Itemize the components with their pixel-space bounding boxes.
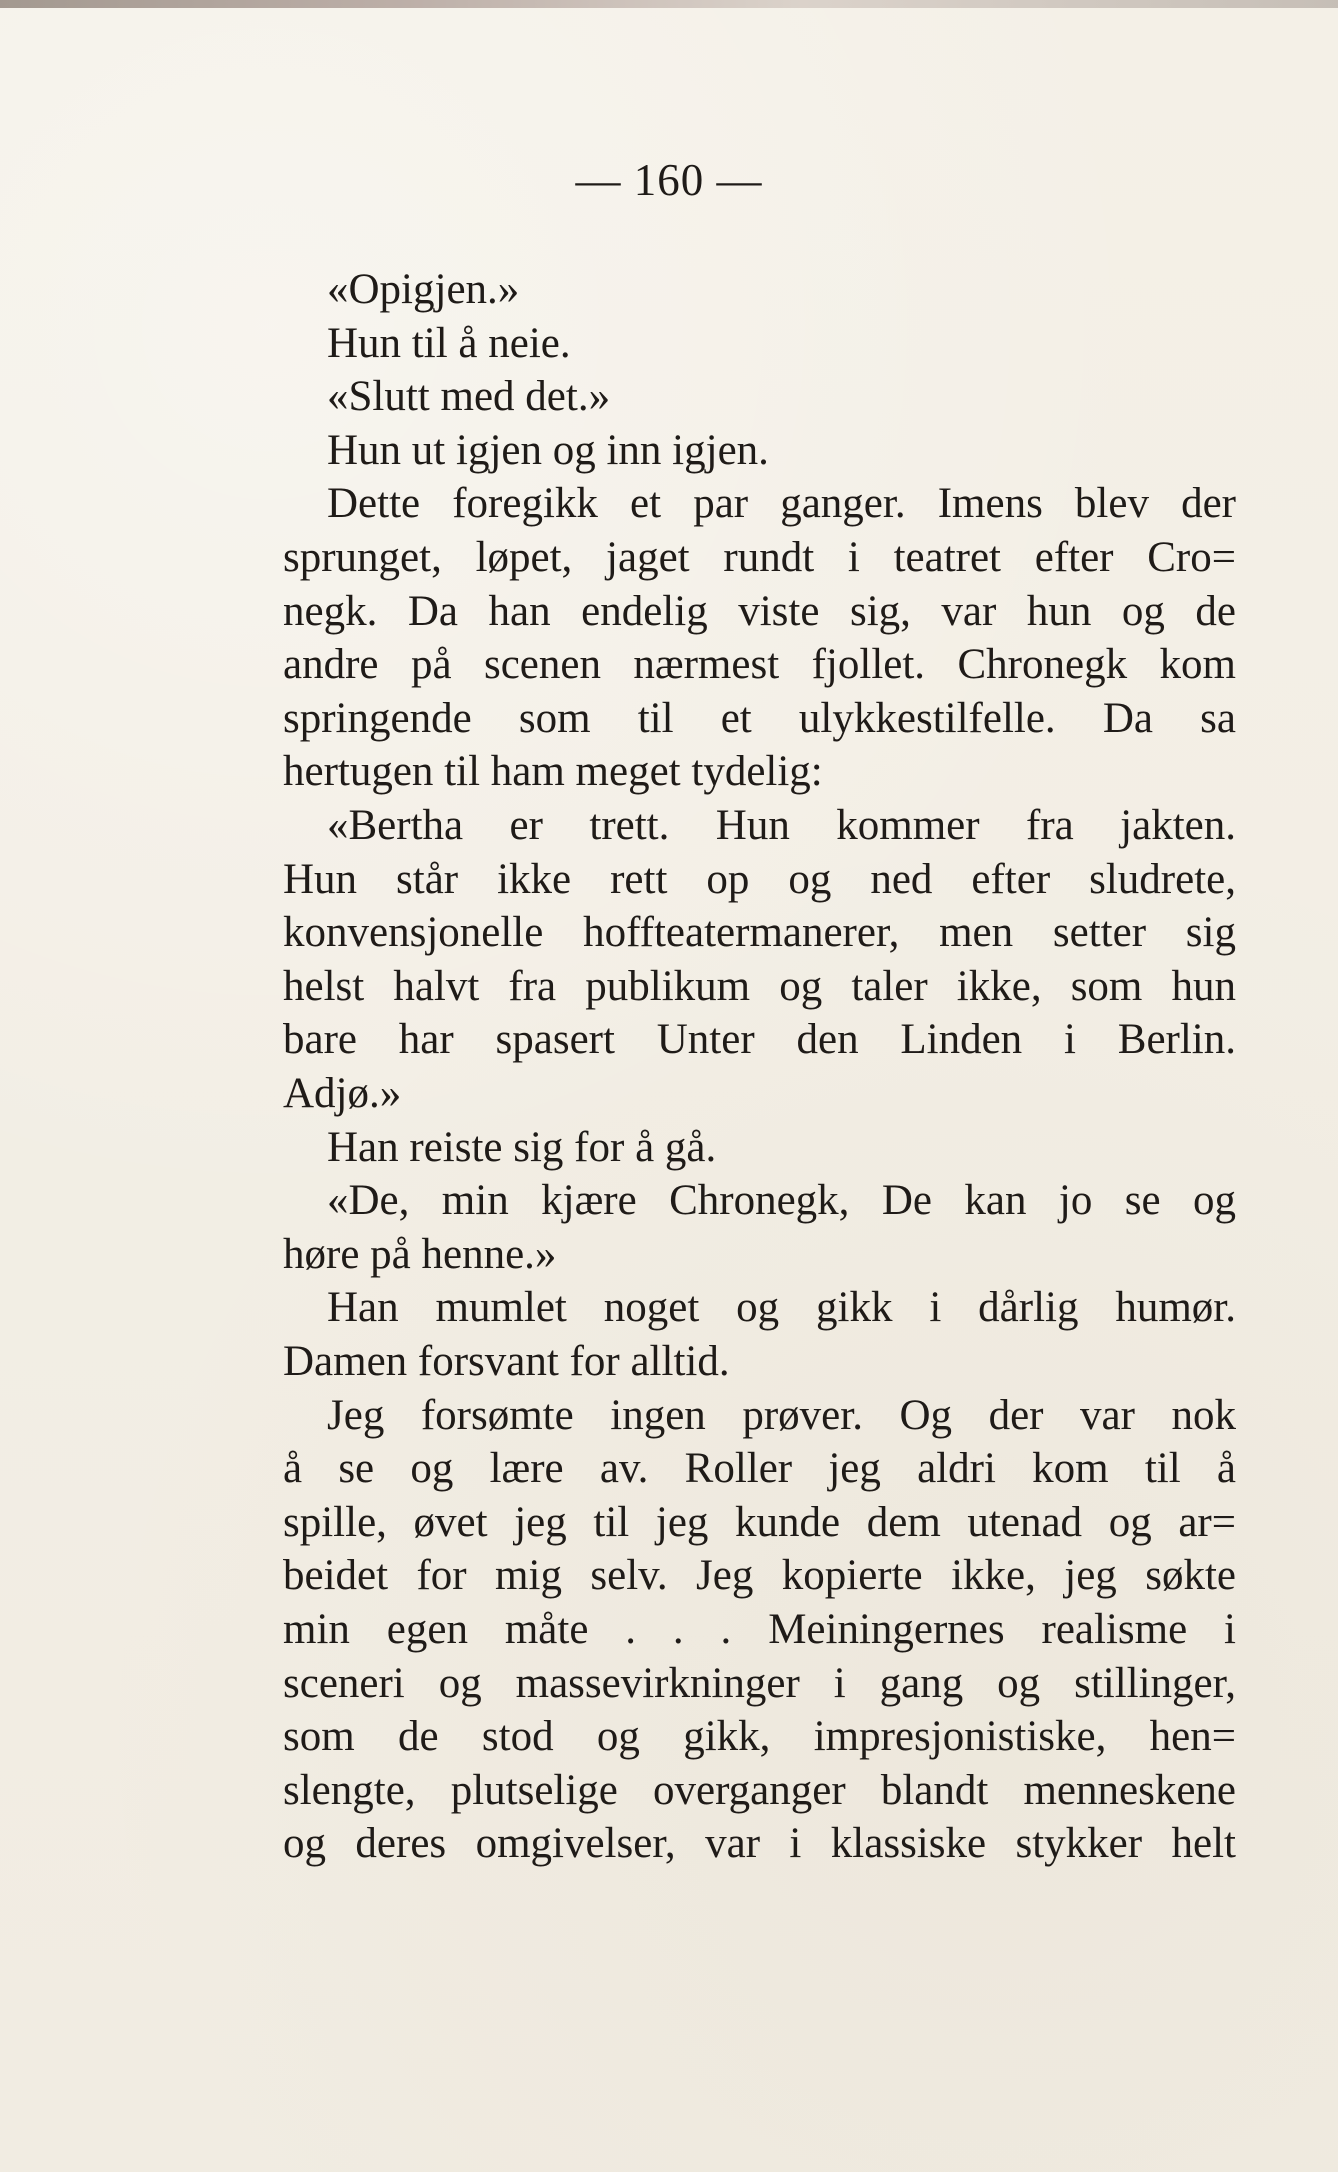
text-line: hertugen til ham meget tydelig:	[283, 748, 823, 795]
text-line: og deres omgivelser, var i klassiske stykker helt	[283, 1820, 1236, 1867]
text-line: beidet for mig selv. Jeg kopierte ikke, jeg søkte	[283, 1552, 1236, 1599]
text-line: sceneri og massevirkninger i gang og stillinger,	[283, 1660, 1236, 1707]
text-line: «Bertha er trett. Hun kommer fra jakten.	[327, 802, 1236, 849]
top-edge-shadow	[0, 0, 1338, 8]
text-line: andre på scenen nærmest fjollet. Chronegk kom	[283, 641, 1236, 688]
text-line: Han reiste sig for å gå.	[327, 1124, 717, 1171]
text-line: som de stod og gikk, impresjonistiske, hen=	[283, 1713, 1236, 1760]
text-line: slengte, plutselige overganger blandt menneskene	[283, 1767, 1236, 1814]
text-line: «Opigjen.»	[327, 266, 520, 313]
text-line: «De, min kjære Chronegk, De kan jo se og	[327, 1177, 1236, 1224]
text-line: Damen forsvant for alltid.	[283, 1338, 730, 1385]
text-line: Hun til å neie.	[327, 320, 571, 367]
text-line: Han mumlet noget og gikk i dårlig humør.	[327, 1284, 1236, 1331]
text-line: Hun står ikke rett op og ned efter sludrete,	[283, 856, 1236, 903]
text-line: Jeg forsømte ingen prøver. Og der var nok	[327, 1392, 1236, 1439]
text-line: konvensjonelle hoffteatermanerer, men setter sig	[283, 909, 1236, 956]
text-line: å se og lære av. Roller jeg aldri kom til å	[283, 1445, 1236, 1492]
text-line: spille, øvet jeg til jeg kunde dem utenad og ar=	[283, 1499, 1236, 1546]
text-line: Hun ut igjen og inn igjen.	[327, 427, 769, 474]
page-number: — 160 —	[575, 155, 763, 205]
text-line: Adjø.»	[283, 1070, 402, 1117]
text-line: springende som til et ulykkestilfelle. Da sa	[283, 695, 1236, 742]
text-line: bare har spasert Unter den Linden i Berlin.	[283, 1016, 1236, 1063]
text-line: sprunget, løpet, jaget rundt i teatret efter Cro=	[283, 534, 1236, 581]
text-line: høre på henne.»	[283, 1231, 557, 1278]
text-line: Dette foregikk et par ganger. Imens blev der	[327, 480, 1236, 527]
text-line: «Slutt med det.»	[327, 373, 611, 420]
text-line: negk. Da han endelig viste sig, var hun og de	[283, 588, 1236, 635]
text-line: helst halvt fra publikum og taler ikke, som hun	[283, 963, 1236, 1010]
text-line: min egen måte . . . Meiningernes realisme i	[283, 1606, 1236, 1653]
